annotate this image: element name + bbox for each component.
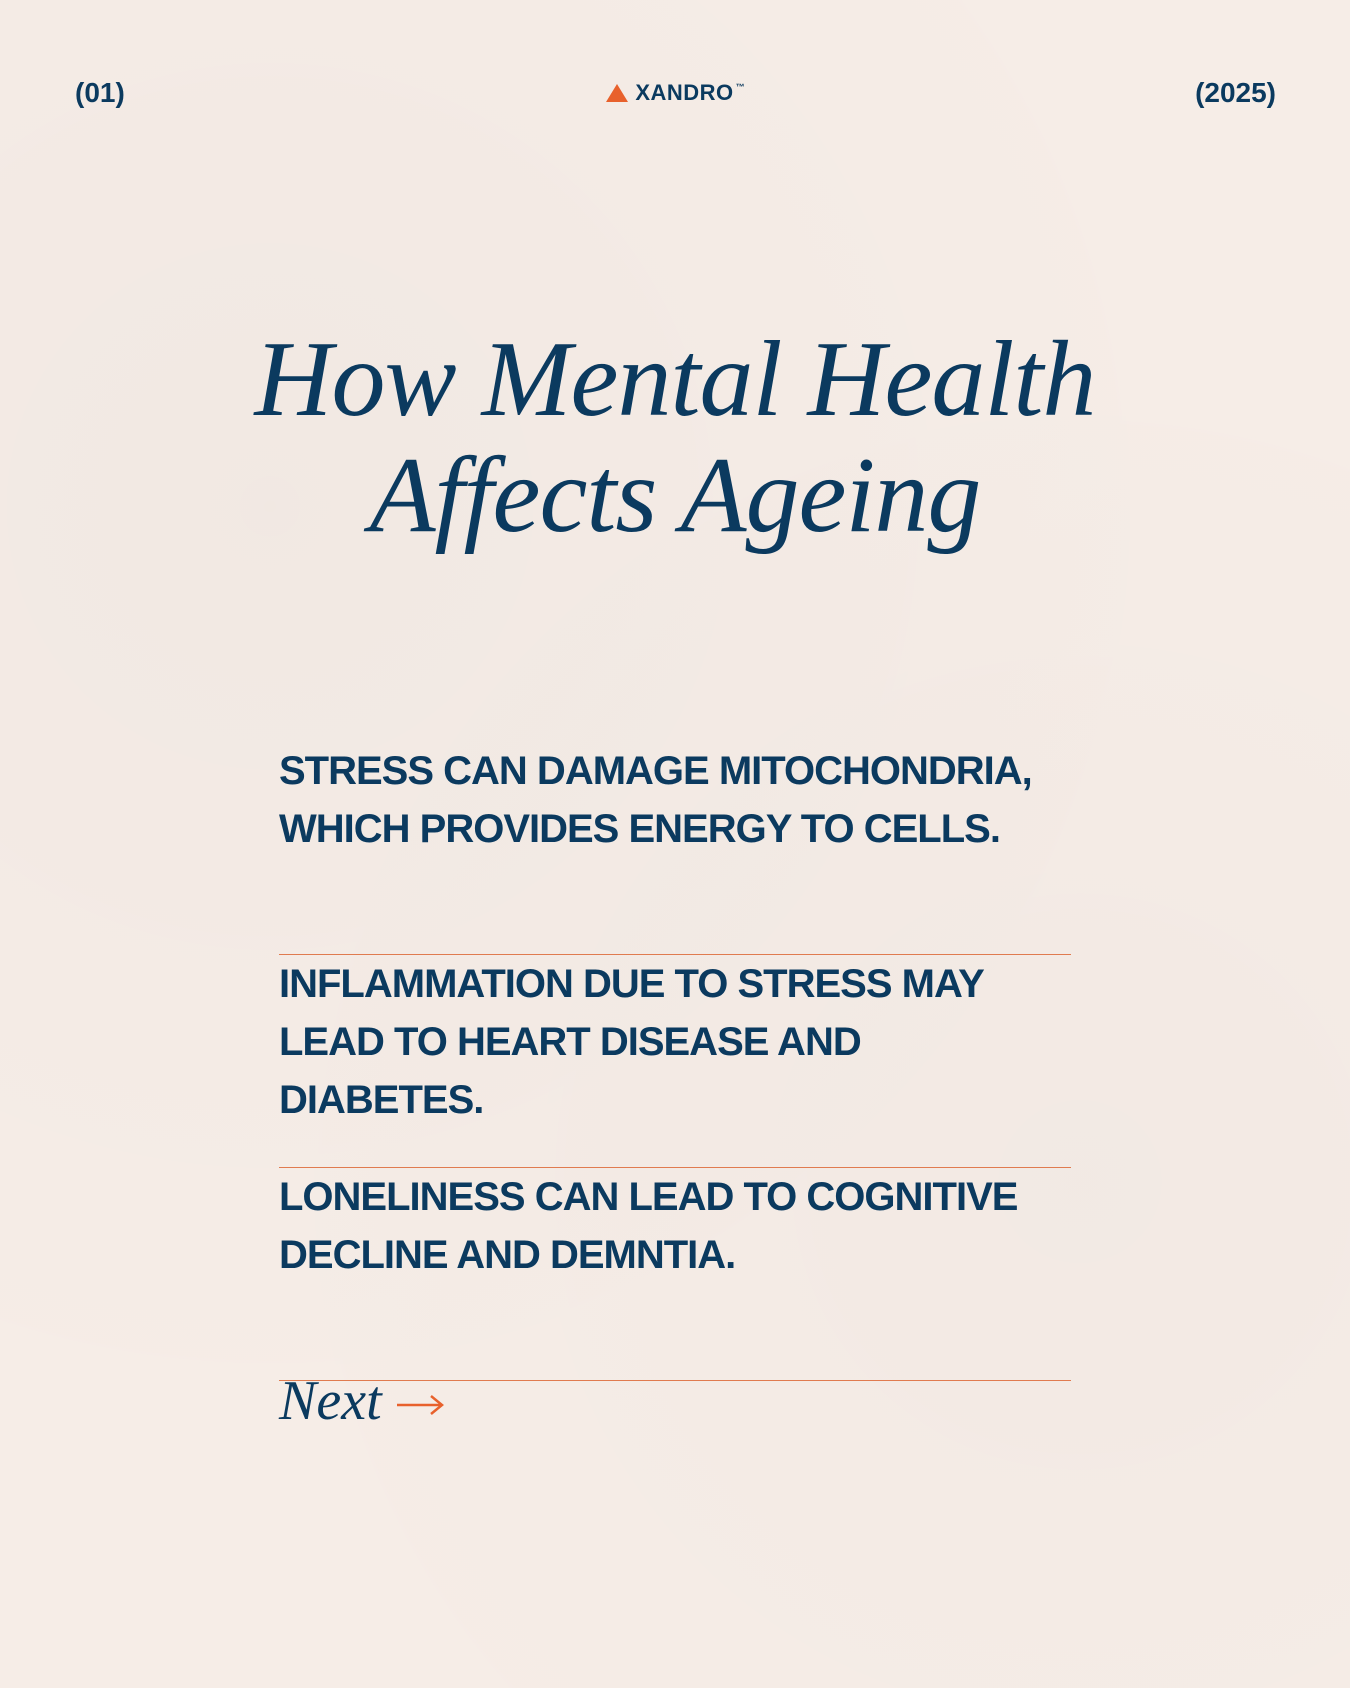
fact-text: [279, 742, 1071, 858]
brand-name: XANDRO: [635, 80, 734, 105]
trademark-symbol: ™: [735, 82, 745, 92]
fact-text: [279, 955, 1071, 1129]
year-label: (2025): [1195, 77, 1276, 108]
fact-item: [279, 742, 1071, 955]
page-title: [0, 322, 1350, 554]
brand-logo: [0, 80, 1350, 106]
triangle-icon: [605, 83, 629, 103]
fact-line: WHICH PROVIDES ENERGY TO CELLS.: [279, 807, 1000, 851]
fact-line: STRESS CAN DAMAGE MITOCHONDRIA,: [279, 749, 1032, 793]
fact-line: LONELINESS CAN LEAD TO COGNITIVE: [279, 1175, 1018, 1219]
fact-item: [279, 1168, 1071, 1381]
brand-logo-group: [605, 80, 744, 106]
title-line-2: Affects Ageing: [369, 436, 981, 555]
next-button[interactable]: [279, 1366, 444, 1436]
fact-item: [279, 955, 1071, 1168]
fact-line: INFLAMMATION DUE TO STRESS MAY: [279, 962, 984, 1006]
next-label: Next: [279, 1370, 382, 1432]
facts-list: [279, 742, 1071, 1381]
fact-line: DECLINE AND DEMNTIA.: [279, 1233, 736, 1277]
fact-line: LEAD TO HEART DISEASE AND DIABETES.: [279, 1020, 861, 1122]
arrow-right-icon: [396, 1393, 444, 1417]
page-number: (01): [75, 77, 125, 108]
title-line-1: How Mental Health: [254, 320, 1096, 439]
fact-text: [279, 1168, 1071, 1284]
